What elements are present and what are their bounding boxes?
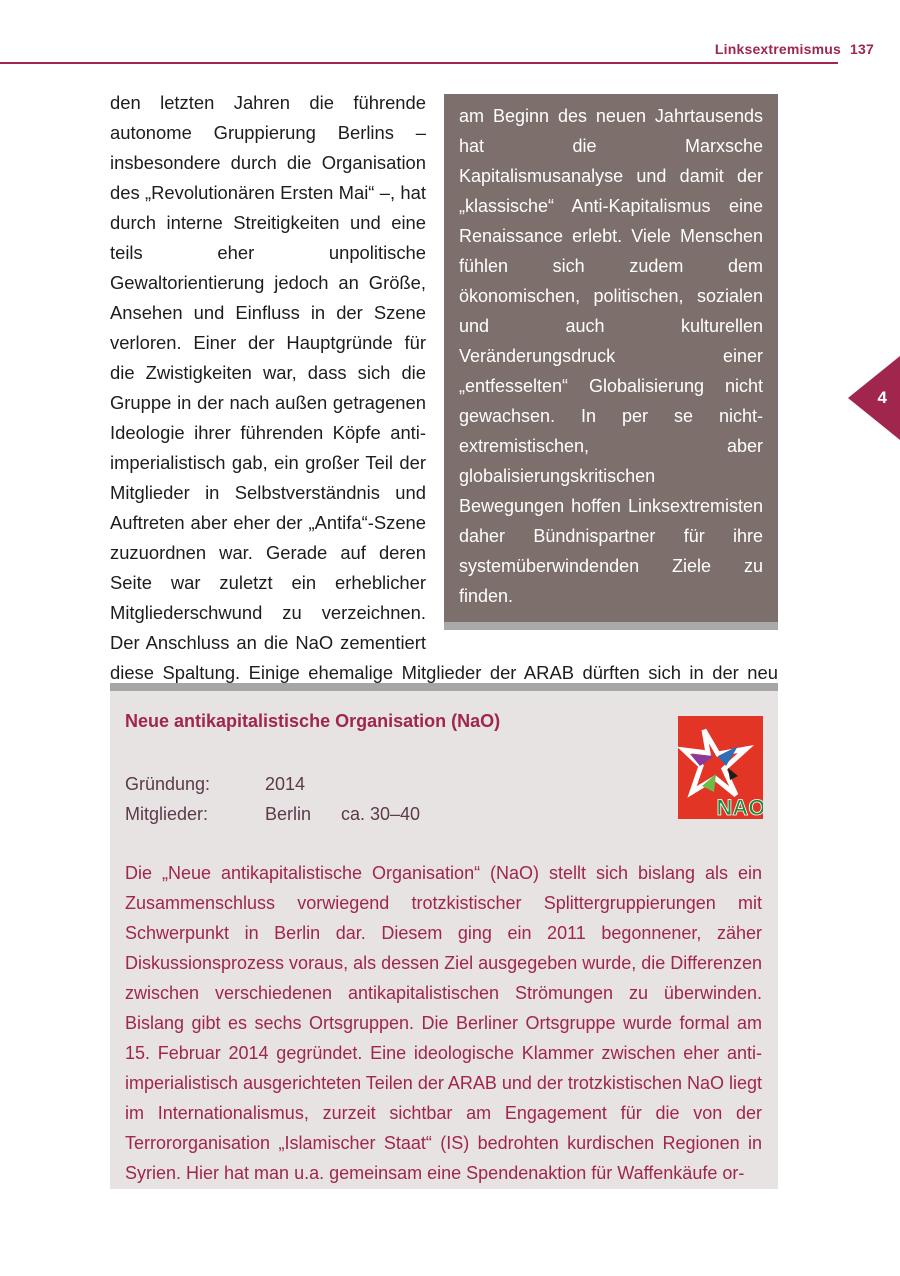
nao-logo-text: NAO	[716, 795, 763, 819]
infobox-title: Neue antikapitalistische Organisation (NaO)	[125, 711, 501, 731]
members-place: Berlin	[265, 804, 312, 824]
chapter-tab	[848, 356, 900, 440]
header-rule	[0, 62, 838, 64]
callout-text: am Beginn des neuen Jahrtausends hat die Marxsche Kapitalismusanalyse und damit der „klassische“ Anti-Kapitalismus eine Renaissance erlebt. Viele Menschen fühlen sich zudem dem ökonomischen, politischen, sozialen und auch kulturellen Veränderungsdruck einer „entfesselten“ Globalisierung nicht gewachsen. In per se nicht-extremistischen, aber globalisierungskritischen Bewegungen hoffen Linksextremisten daher Bündnispartner für ihre systemüberwindenden Ziele zu finden.	[459, 106, 763, 606]
members-count: ca. 30–40	[341, 804, 421, 824]
founding-label: Gründung:	[125, 774, 211, 794]
page-number: 137	[850, 41, 874, 57]
fact-founding	[125, 769, 420, 799]
infobox-text: Die „Neue antikapitalistische Organisation“ (NaO) stellt sich bislang als ein Zusammenschluss vorwiegend trotzkistischer Splittergruppierungen mit Schwerpunkt in Berlin dar. Diesem ging ein 2011 begonnener, zäher Diskussionsprozess voraus, als dessen Ziel ausgegeben wurde, die Differenzen zwischen verschiedenen antikapitalistischen Strömungen zu überwinden. Bislang gibt es sechs Ortsgruppen. Die Berliner Ortsgruppe wurde formal am 15. Februar 2014 gegründet. Eine ideologische Klammer zwischen eher anti-imperialistisch ausgerichteten Teilen der ARAB und der trotzkistischen NaO liegt im Internationalismus, zurzeit sichtbar am Engagement für die von der Terrororganisation „Islamischer Staat“ (IS) bedrohten kurdischen Regionen in Syrien. Hier hat man u.a. gemeinsam eine Spendenaktion für Waffenkäufe or-	[125, 863, 763, 1183]
nao-logo	[678, 716, 763, 819]
organisation-infobox	[110, 683, 778, 1189]
body-text-column	[110, 88, 778, 718]
running-header	[715, 41, 874, 57]
star-logo-icon	[678, 716, 763, 819]
fact-members	[125, 799, 420, 829]
infobox-facts	[125, 769, 420, 829]
members-label: Mitglieder:	[125, 804, 209, 824]
founding-value: 2014	[265, 774, 306, 794]
body-paragraph: den letzten Jahren die führende autonome Gruppierung Berlins – insbesondere durch die Organisation des „Revolutionären Ersten Mai“ –, hat durch interne Streitigkeiten und eine teils eher unpolitische Gewaltorientierung jedoch an Größe, Ansehen und Einfluss in der Szene verloren. Einer der Hauptgründe für die Zwistigkeiten war, dass sich die Gruppe in der nach außen getragenen Ideologie ihrer führenden Köpfe anti-imperialistisch gab, ein großer Teil der Mitglieder in Selbstverständnis und Auftreten aber eher der „Antifa“-Szene zuzuordnen war. Gerade auf deren Seite war zuletzt ein erheblicher Mitgliederschwund zu verzeichnen. Der Anschluss an die NaO zementiert diese Spaltung. Einige ehemalige Mitglieder der ARAB dürften sich in der neu	[110, 92, 778, 683]
callout-box	[444, 94, 778, 630]
header-section-title: Linksextremismus	[714, 41, 842, 57]
chapter-number: 4	[877, 388, 887, 407]
